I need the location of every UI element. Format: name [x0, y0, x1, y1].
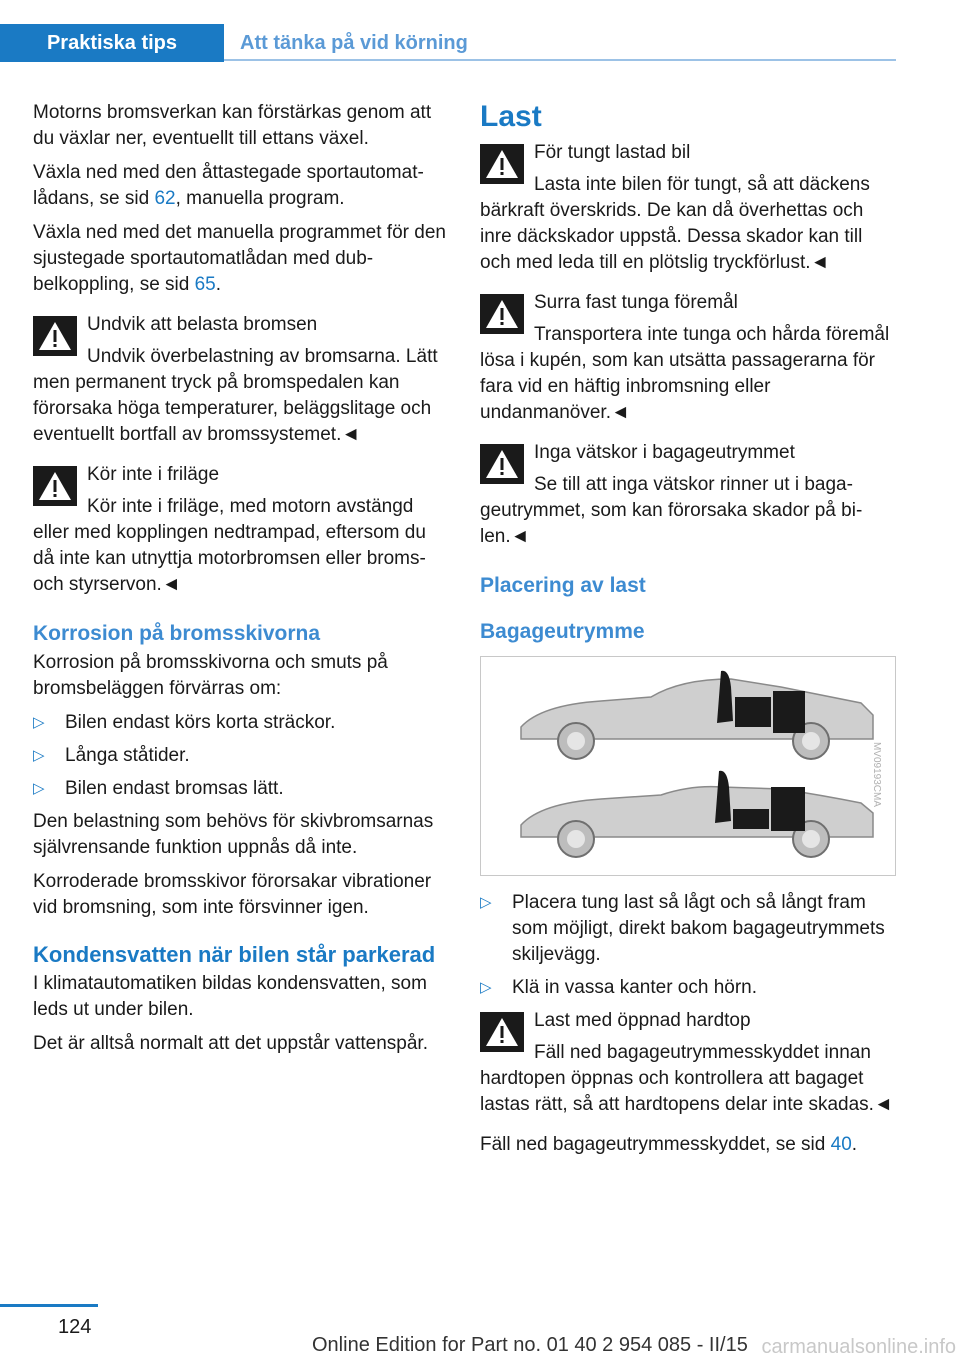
- bullet-triangle-icon: ▷: [33, 780, 45, 797]
- warning-triangle-icon: [33, 466, 77, 506]
- page-link-40[interactable]: 40: [830, 1134, 852, 1155]
- warning-hardtop: [480, 1008, 896, 1118]
- car-load-illustration: [480, 656, 896, 876]
- left-column: [33, 100, 449, 1065]
- warning-brake-load: [33, 312, 449, 448]
- heading-placering: Placering av last: [480, 574, 646, 597]
- edition-info: Online Edition for Part no. 01 40 2 954 085 - II/15: [312, 1334, 748, 1356]
- warning-body: Se till att inga vätskor rinner ut i bagageutrymmet, som kan förorsaka skador på bilen.◄: [480, 474, 863, 547]
- list-item: ▷ Placera tung last så lågt och så långt fram som möjligt, direkt bakom bagageutrymmets skiljevägg.: [480, 892, 885, 965]
- warning-triangle-icon: [480, 1012, 524, 1052]
- warning-body: Kör inte i friläge, med motorn avstängd eller med kopplingen nedtrampad, eftersom du då inte kan utnyttja motorbromsen eller broms- och styrservon.◄: [33, 496, 426, 595]
- heading-bagageutrymme: Bagageutrymme: [480, 620, 645, 643]
- chapter-tab-korning[interactable]: Att tänka på vid körning: [240, 31, 468, 54]
- bullet-triangle-icon: ▷: [33, 747, 45, 764]
- warning-title: Surra fast tunga föremål: [534, 292, 738, 313]
- paragraph: Växla ned med den åttastegade sportautomatlådans, se sid 62, manuella program.: [33, 162, 424, 209]
- section-tab-praktiska-tips[interactable]: Praktiska tips: [0, 24, 224, 62]
- warning-triangle-icon: [33, 316, 77, 356]
- page-link-65[interactable]: 65: [194, 274, 216, 295]
- paragraph: I klimatautomatiken bildas kondensvatten, som leds ut under bilen.: [33, 973, 427, 1020]
- paragraph: Det är alltså normalt att det uppstår vattenspår.: [33, 1033, 428, 1054]
- page-number: 124: [58, 1316, 92, 1338]
- bullet-triangle-icon: ▷: [33, 714, 45, 731]
- warning-liquids: [480, 440, 896, 550]
- list-item: ▷ Klä in vassa kanter och hörn.: [480, 975, 896, 1001]
- warning-title: För tungt lastad bil: [534, 142, 691, 163]
- car-bottom: [521, 771, 873, 857]
- paragraph: Korrosion på bromsskivorna och smuts på bromsbeläggen förvärras om:: [33, 652, 388, 699]
- warning-body: Fäll ned bagageutrymmesskyddet innan hardtopen öppnas och kontrollera att bagaget lastas rätt, så att hardtopens delar inte skadas.◄: [480, 1042, 893, 1115]
- warning-title: Kör inte i friläge: [87, 464, 220, 485]
- list-item: ▷ Långa ståtider.: [33, 743, 449, 769]
- paragraph: Fäll ned bagageutrymmesskyddet, se sid 40.: [480, 1134, 858, 1155]
- warning-body: Transportera inte tunga och hårda föremål lösa i kupén, som kan utsätta passagerarna för fara vid en häftig inbromsning eller undanmanöver.◄: [480, 324, 890, 423]
- bullet-triangle-icon: ▷: [480, 979, 492, 996]
- car-top: [521, 671, 873, 759]
- heading-korrosion: Korrosion på bromsskivorna: [33, 622, 321, 645]
- car-illustration: [481, 657, 895, 875]
- warning-triangle-icon: [480, 144, 524, 184]
- list-item: ▷ Bilen endast körs korta sträckor.: [33, 710, 449, 736]
- paragraph: Växla ned med det manuella programmet för den sjustegade sportautomatlådan med dubbelkoppling, se sid 65.: [33, 222, 446, 295]
- heading-last: Last: [480, 100, 542, 133]
- figure-code: MV09193CMA: [871, 741, 882, 807]
- warning-triangle-icon: [480, 294, 524, 334]
- page-link-62[interactable]: 62: [154, 188, 176, 209]
- footer-rule: [0, 1304, 98, 1307]
- warning-body: Undvik överbelastning av bromsarna. Lätt men permanent tryck på bromspedalen kan förorsaka höga temperaturer, beläggslitage och eventuellt bortfall av bromssystemet.◄: [33, 346, 438, 445]
- warning-triangle-icon: [480, 444, 524, 484]
- watermark: carmanualsonline.info: [761, 1336, 956, 1358]
- list-item: ▷ Bilen endast bromsas lätt.: [33, 776, 449, 802]
- warning-title: Last med öppnad hardtop: [534, 1010, 751, 1031]
- paragraph: Korroderade bromsskivor förorsakar vibrationer vid bromsning, som inte försvinner igen.: [33, 871, 432, 918]
- warning-title: Inga vätskor i bagageutrymmet: [534, 442, 795, 463]
- heading-kondensvatten: Kondensvatten när bilen står parkerad: [33, 942, 436, 967]
- bullet-list: [33, 710, 449, 802]
- bullet-triangle-icon: ▷: [480, 894, 492, 911]
- right-column: [480, 100, 896, 1166]
- paragraph: Den belastning som behövs för skivbromsarnas självrensande funktion uppnås då inte.: [33, 811, 434, 858]
- warning-secure-objects: [480, 290, 896, 426]
- warning-neutral-gear: [33, 462, 449, 598]
- warning-body: Lasta inte bilen för tungt, så att däckens bärkraft överskrids. De kan då överhettas och inre däckskador uppstå. Dessa skador kan till och med leda till en plötslig tryckförlust.◄: [480, 174, 870, 273]
- paragraph: Motorns bromsverkan kan förstärkas genom att du växlar ner, eventuellt till ettans växel.: [33, 102, 432, 149]
- header-rule: [224, 59, 896, 61]
- warning-title: Undvik att belasta bromsen: [87, 314, 318, 335]
- page-header: [0, 0, 960, 62]
- warning-overload: [480, 140, 896, 276]
- bullet-list: [480, 890, 896, 1001]
